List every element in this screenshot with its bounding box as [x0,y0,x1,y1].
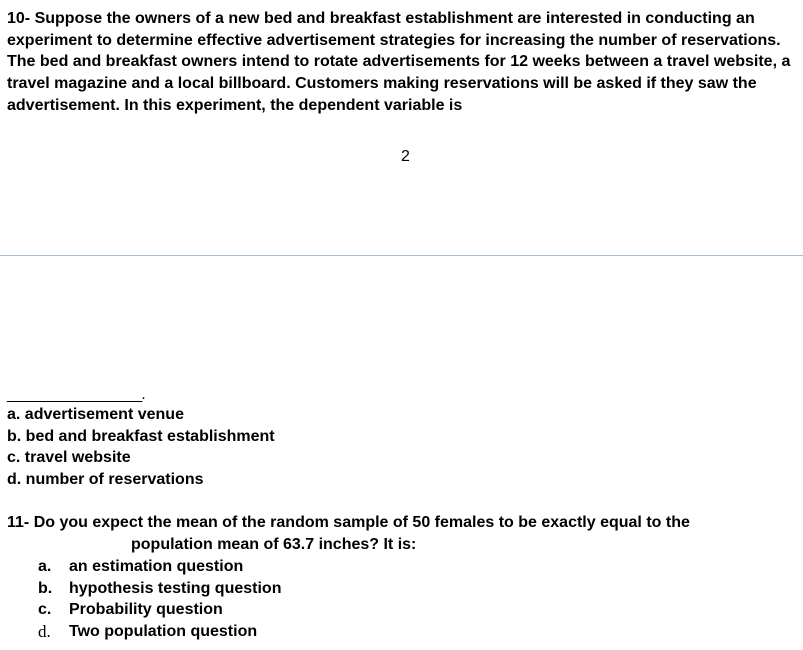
page-number: 2 [401,148,410,165]
option-b [38,578,281,600]
answer-blank: _________________. [7,386,145,403]
option-text: Probability question [69,601,223,619]
option-d [38,621,281,643]
option-text: an estimation question [69,558,244,575]
question-10-text: 10- Suppose the owners of a new bed and breakfast establishment are interested in conducting an experiment to determine effective advertisement strategies for increasing the number of reservations. The bed and breakfast owners intend to rotate advertisements for 12 weeks between a travel website, a travel magazine and a local billboard. Customers making reservations will be asked if they saw the advertisement. In this experiment, the dependent variable is [7,10,791,114]
option-c [38,599,281,621]
question-11-line-2: population mean of 63.7 inches? It is: [131,535,417,553]
option-a: a. advertisement venue [7,406,184,423]
option-letter: b. [38,579,53,597]
question-11-text [7,512,690,555]
page-break-divider [0,255,803,256]
question-11-line-1: 11- Do you expect the mean of the random sample of 50 females to be exactly equal to the [7,514,690,531]
question-11-options [38,556,281,643]
option-letter: c. [38,601,52,619]
option-letter: d. [38,622,51,642]
option-text: Two population question [69,623,258,641]
option-text: hypothesis testing question [69,579,282,597]
option-c: c. travel website [7,449,131,467]
option-letter: a. [38,558,52,575]
option-d: d. number of reservations [7,471,204,489]
question-10-options [7,404,275,491]
option-a [38,556,281,578]
option-b: b. bed and breakfast establishment [7,427,275,445]
